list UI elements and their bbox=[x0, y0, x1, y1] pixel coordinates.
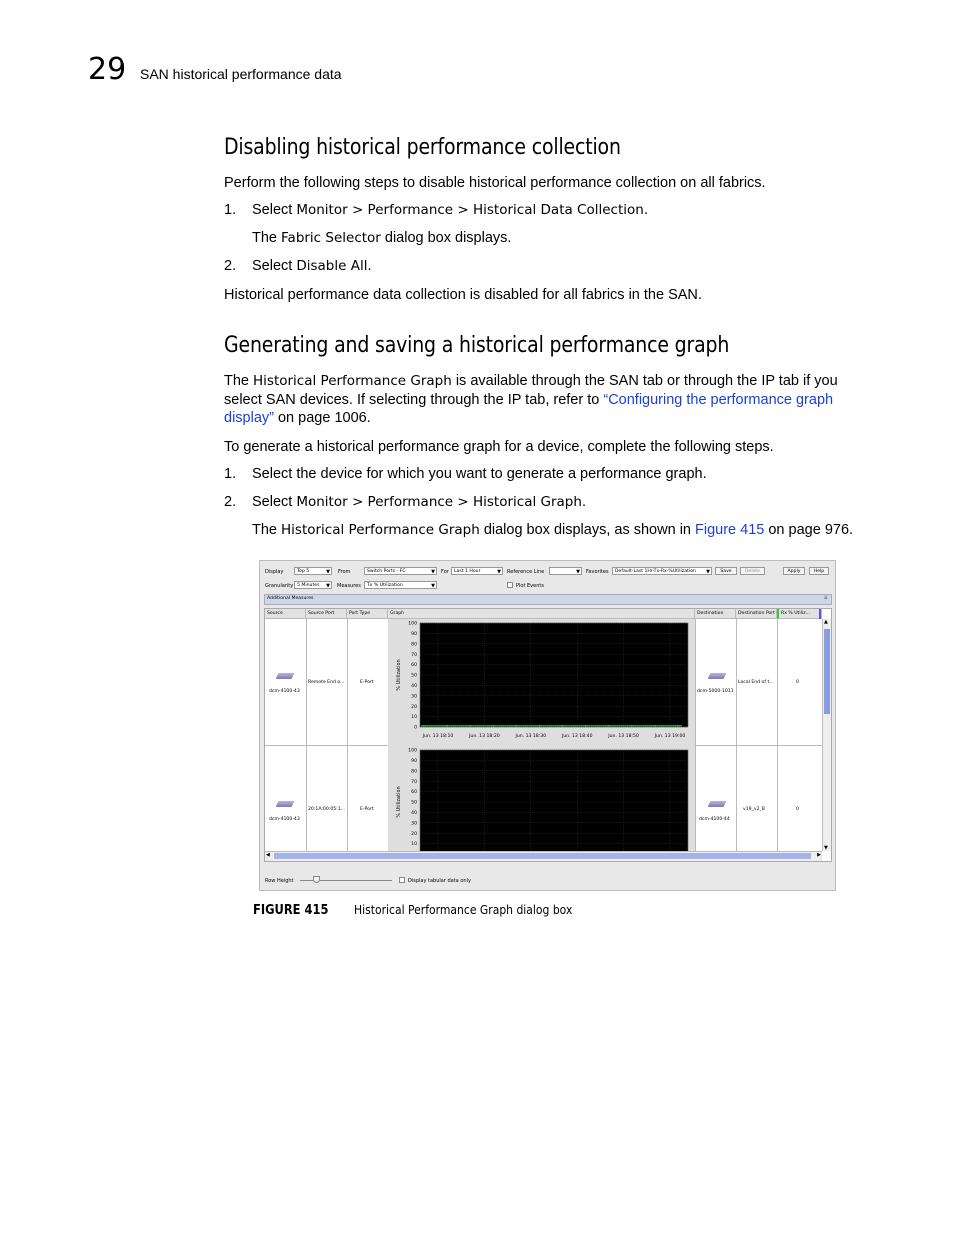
x-tick-label: Jun. 13 18:30 bbox=[515, 734, 547, 739]
figure-link[interactable]: Figure 415 bbox=[695, 522, 765, 538]
tabular-data-label: Display tabular data only bbox=[408, 878, 471, 884]
y-tick-label: 70 bbox=[411, 779, 417, 785]
rx-utilization-cell: 0 bbox=[796, 807, 799, 812]
section2-step1 bbox=[224, 466, 707, 482]
figure-title: Historical Performance Graph dialog box bbox=[353, 903, 572, 917]
y-tick-label: 80 bbox=[411, 769, 417, 775]
y-tick-label: 30 bbox=[411, 821, 417, 827]
section1-intro: Perform the following steps to disable historical performance collection on all fabrics. bbox=[224, 175, 766, 191]
option-name: Disable All bbox=[296, 258, 368, 274]
tabular-data-checkbox[interactable] bbox=[399, 877, 405, 883]
x-tick-label: Jun. 13 18:40 bbox=[561, 734, 593, 739]
horizontal-scrollbar[interactable] bbox=[265, 851, 822, 861]
rx-utilization-cell: 0 bbox=[796, 680, 799, 685]
measures-label: Measures bbox=[337, 583, 361, 589]
y-tick-label: 10 bbox=[411, 715, 417, 721]
expand-icon[interactable]: ⇊ bbox=[823, 595, 828, 601]
data-point bbox=[608, 725, 610, 727]
section1-step1-note bbox=[252, 230, 511, 246]
favorites-select[interactable]: Default-Last 1Hr-Tx-Rx-%Utilization ▼ bbox=[612, 567, 712, 575]
cross-reference-link[interactable]: “Configuring the performance graph display” bbox=[224, 391, 834, 426]
para-text: is available through the SAN tab or through the IP tab if you select SAN devices. If selecting through the IP tab, refer to bbox=[224, 373, 838, 408]
additional-measures-label: Additional Measures bbox=[267, 596, 314, 601]
step-text: Select the device for which you want to generate a performance graph. bbox=[252, 466, 707, 482]
column-header-graph[interactable]: Graph bbox=[388, 609, 695, 619]
x-tick-label: Jun. 13 19:00 bbox=[654, 734, 686, 739]
data-point bbox=[423, 725, 425, 727]
grid-line bbox=[777, 619, 778, 851]
reference-line-label: Reference Line bbox=[507, 569, 545, 575]
grid-line bbox=[347, 619, 348, 851]
switch-icon bbox=[708, 801, 727, 807]
menu-path: Monitor > Performance > Historical Graph bbox=[296, 494, 582, 510]
dialog-name: Historical Performance Graph bbox=[253, 373, 452, 389]
y-tick-label: 0 bbox=[414, 725, 417, 731]
port-type-cell: E-Port bbox=[360, 680, 374, 685]
switch-icon bbox=[276, 801, 295, 807]
plot-events-checkbox[interactable] bbox=[507, 582, 513, 588]
source-port-cell: Remote End o... bbox=[308, 680, 345, 685]
y-tick-label: 20 bbox=[411, 704, 417, 710]
y-tick-label: 80 bbox=[411, 642, 417, 648]
data-point bbox=[446, 725, 448, 727]
column-header-source-port[interactable]: Source Port bbox=[306, 609, 347, 619]
column-header-destination-port[interactable]: Destination Port bbox=[736, 609, 777, 619]
grid-line bbox=[695, 619, 696, 851]
for-select[interactable]: Last 1 Hour ▼ bbox=[451, 567, 503, 575]
for-label: For bbox=[441, 569, 449, 575]
dialog-name: Historical Performance Graph bbox=[281, 522, 480, 538]
y-tick-label: 60 bbox=[411, 790, 417, 796]
reference-line-input[interactable] bbox=[549, 567, 582, 575]
column-header-rx-utilization[interactable]: Rx % Utiliz... bbox=[777, 609, 822, 619]
step-text: Select bbox=[252, 202, 297, 218]
y-tick-label: 100 bbox=[408, 748, 417, 754]
y-tick-label: 50 bbox=[411, 673, 417, 679]
section2-step2-note bbox=[252, 522, 853, 538]
favorites-label: Favorites bbox=[586, 569, 609, 575]
row-height-label: Row Height bbox=[265, 878, 294, 884]
destination-cell: dcm-5000-1011 bbox=[697, 689, 734, 694]
column-header-destination[interactable]: Destination bbox=[695, 609, 736, 619]
apply-button[interactable]: Apply bbox=[783, 567, 805, 575]
data-point bbox=[562, 725, 564, 727]
y-tick-label: 10 bbox=[411, 842, 417, 848]
switch-icon bbox=[276, 673, 295, 679]
y-tick-label: 20 bbox=[411, 831, 417, 837]
additional-measures-bar[interactable] bbox=[264, 594, 832, 605]
step-number: 1. bbox=[224, 202, 237, 218]
y-tick-label: 100 bbox=[408, 621, 417, 627]
display-label: Display bbox=[265, 569, 284, 575]
slider-handle[interactable] bbox=[313, 876, 320, 883]
from-select[interactable]: Switch Ports - FC ▼ bbox=[364, 567, 437, 575]
plot-events-label: Plot Events bbox=[516, 583, 544, 589]
section1-step1 bbox=[224, 202, 648, 218]
data-point bbox=[515, 725, 517, 727]
switch-icon bbox=[708, 673, 727, 679]
grid-line bbox=[736, 619, 737, 851]
section1-step2 bbox=[224, 258, 371, 274]
data-point bbox=[631, 725, 633, 727]
y-tick-label: 30 bbox=[411, 694, 417, 700]
note-text: The bbox=[252, 230, 282, 246]
column-divider bbox=[819, 609, 821, 619]
menu-path: Monitor > Performance > Historical Data Collection. bbox=[296, 202, 649, 218]
destination-port-cell: v19_v2_B bbox=[743, 807, 765, 812]
destination-port-cell: Local End of t... bbox=[738, 680, 774, 685]
destination-cell: dcm-4100-44 bbox=[699, 817, 730, 822]
section-heading-generating: Generating and saving a historical performance graph bbox=[224, 333, 730, 358]
y-tick-label: 40 bbox=[411, 684, 417, 689]
scrollbar-thumb[interactable] bbox=[824, 629, 830, 714]
y-tick-label: 70 bbox=[411, 652, 417, 658]
step-text: . bbox=[367, 258, 372, 274]
scroll-down-icon[interactable]: ▼ bbox=[824, 845, 828, 851]
y-tick-label: 60 bbox=[411, 663, 417, 669]
para-text: The bbox=[224, 373, 254, 389]
data-point bbox=[585, 725, 587, 727]
column-header-port-type[interactable]: Port Type bbox=[347, 609, 388, 619]
para-text: on page 1006. bbox=[273, 410, 371, 426]
section2-step2 bbox=[224, 494, 586, 510]
grid-line bbox=[306, 619, 307, 851]
step-text: Select bbox=[252, 494, 297, 510]
help-button[interactable]: Help bbox=[809, 567, 829, 575]
x-tick-label: Jun. 13 18:20 bbox=[469, 734, 500, 739]
scroll-right-icon[interactable]: ▶ bbox=[817, 852, 821, 858]
figure-caption bbox=[253, 902, 596, 918]
section1-outro: Historical performance data collection is disabled for all fabrics in the SAN. bbox=[224, 287, 702, 303]
port-type-cell: E-Port bbox=[360, 807, 374, 812]
section-heading-disabling: Disabling historical performance collection bbox=[224, 135, 621, 160]
utilization-graph-row2 bbox=[388, 746, 695, 851]
data-point bbox=[677, 725, 679, 727]
source-port-cell: 20:1A:00:05:1... bbox=[308, 807, 346, 812]
y-axis-label: % Utilization bbox=[396, 659, 402, 691]
vertical-scrollbar[interactable] bbox=[822, 619, 831, 851]
delete-button[interactable]: Delete bbox=[740, 567, 765, 575]
data-point bbox=[492, 725, 494, 727]
from-label: From bbox=[338, 569, 351, 575]
scroll-left-icon[interactable]: ◀ bbox=[266, 852, 270, 858]
section2-para2: To generate a historical performance graph for a device, complete the following steps. bbox=[224, 439, 774, 455]
step-number: 2. bbox=[224, 494, 237, 510]
y-tick-label: 40 bbox=[411, 811, 417, 816]
data-point bbox=[539, 725, 541, 727]
step-number: 2. bbox=[224, 258, 237, 274]
step-number: 1. bbox=[224, 466, 237, 482]
column-header-source[interactable]: Source bbox=[265, 609, 306, 619]
dialog-name: Fabric Selector bbox=[281, 230, 381, 246]
utilization-graph-row1 bbox=[388, 619, 695, 745]
y-tick-label: 90 bbox=[411, 759, 417, 764]
scroll-up-icon[interactable]: ▲ bbox=[824, 619, 828, 625]
chapter-title: SAN historical performance data bbox=[140, 66, 342, 82]
save-button[interactable]: Save bbox=[715, 567, 737, 575]
x-tick-label: Jun. 13 18:50 bbox=[608, 734, 639, 739]
chapter-number: 29 bbox=[88, 52, 127, 87]
y-tick-label: 50 bbox=[411, 800, 417, 806]
data-point bbox=[469, 725, 471, 727]
y-axis-label: % Utilization bbox=[396, 786, 402, 818]
display-select[interactable]: Top 5 ▼ bbox=[294, 567, 332, 575]
y-tick-label: 90 bbox=[411, 632, 417, 637]
granularity-label: Granularity bbox=[265, 583, 294, 589]
x-tick-label: Jun. 13 18:10 bbox=[422, 734, 454, 739]
measures-select[interactable]: Tx % Utilization ▼ bbox=[364, 581, 437, 589]
note-text: on page 976. bbox=[764, 522, 854, 538]
source-cell: dcm-4100-43 bbox=[269, 817, 300, 822]
figure-number: FIGURE 415 bbox=[253, 902, 329, 918]
note-text: dialog box displays, as shown in bbox=[479, 522, 696, 538]
note-text: The bbox=[252, 522, 282, 538]
section2-para1 bbox=[224, 372, 854, 428]
source-cell: dcm-4100-43 bbox=[269, 689, 300, 694]
historical-performance-graph-dialog bbox=[259, 560, 836, 891]
granularity-select[interactable]: 5 Minutes ▼ bbox=[294, 581, 332, 589]
note-text: dialog box displays. bbox=[380, 230, 512, 246]
step-text: . bbox=[581, 494, 586, 510]
performance-table bbox=[264, 608, 832, 862]
data-point bbox=[654, 725, 656, 727]
scrollbar-thumb[interactable] bbox=[274, 853, 811, 859]
step-text: Select bbox=[252, 258, 297, 274]
